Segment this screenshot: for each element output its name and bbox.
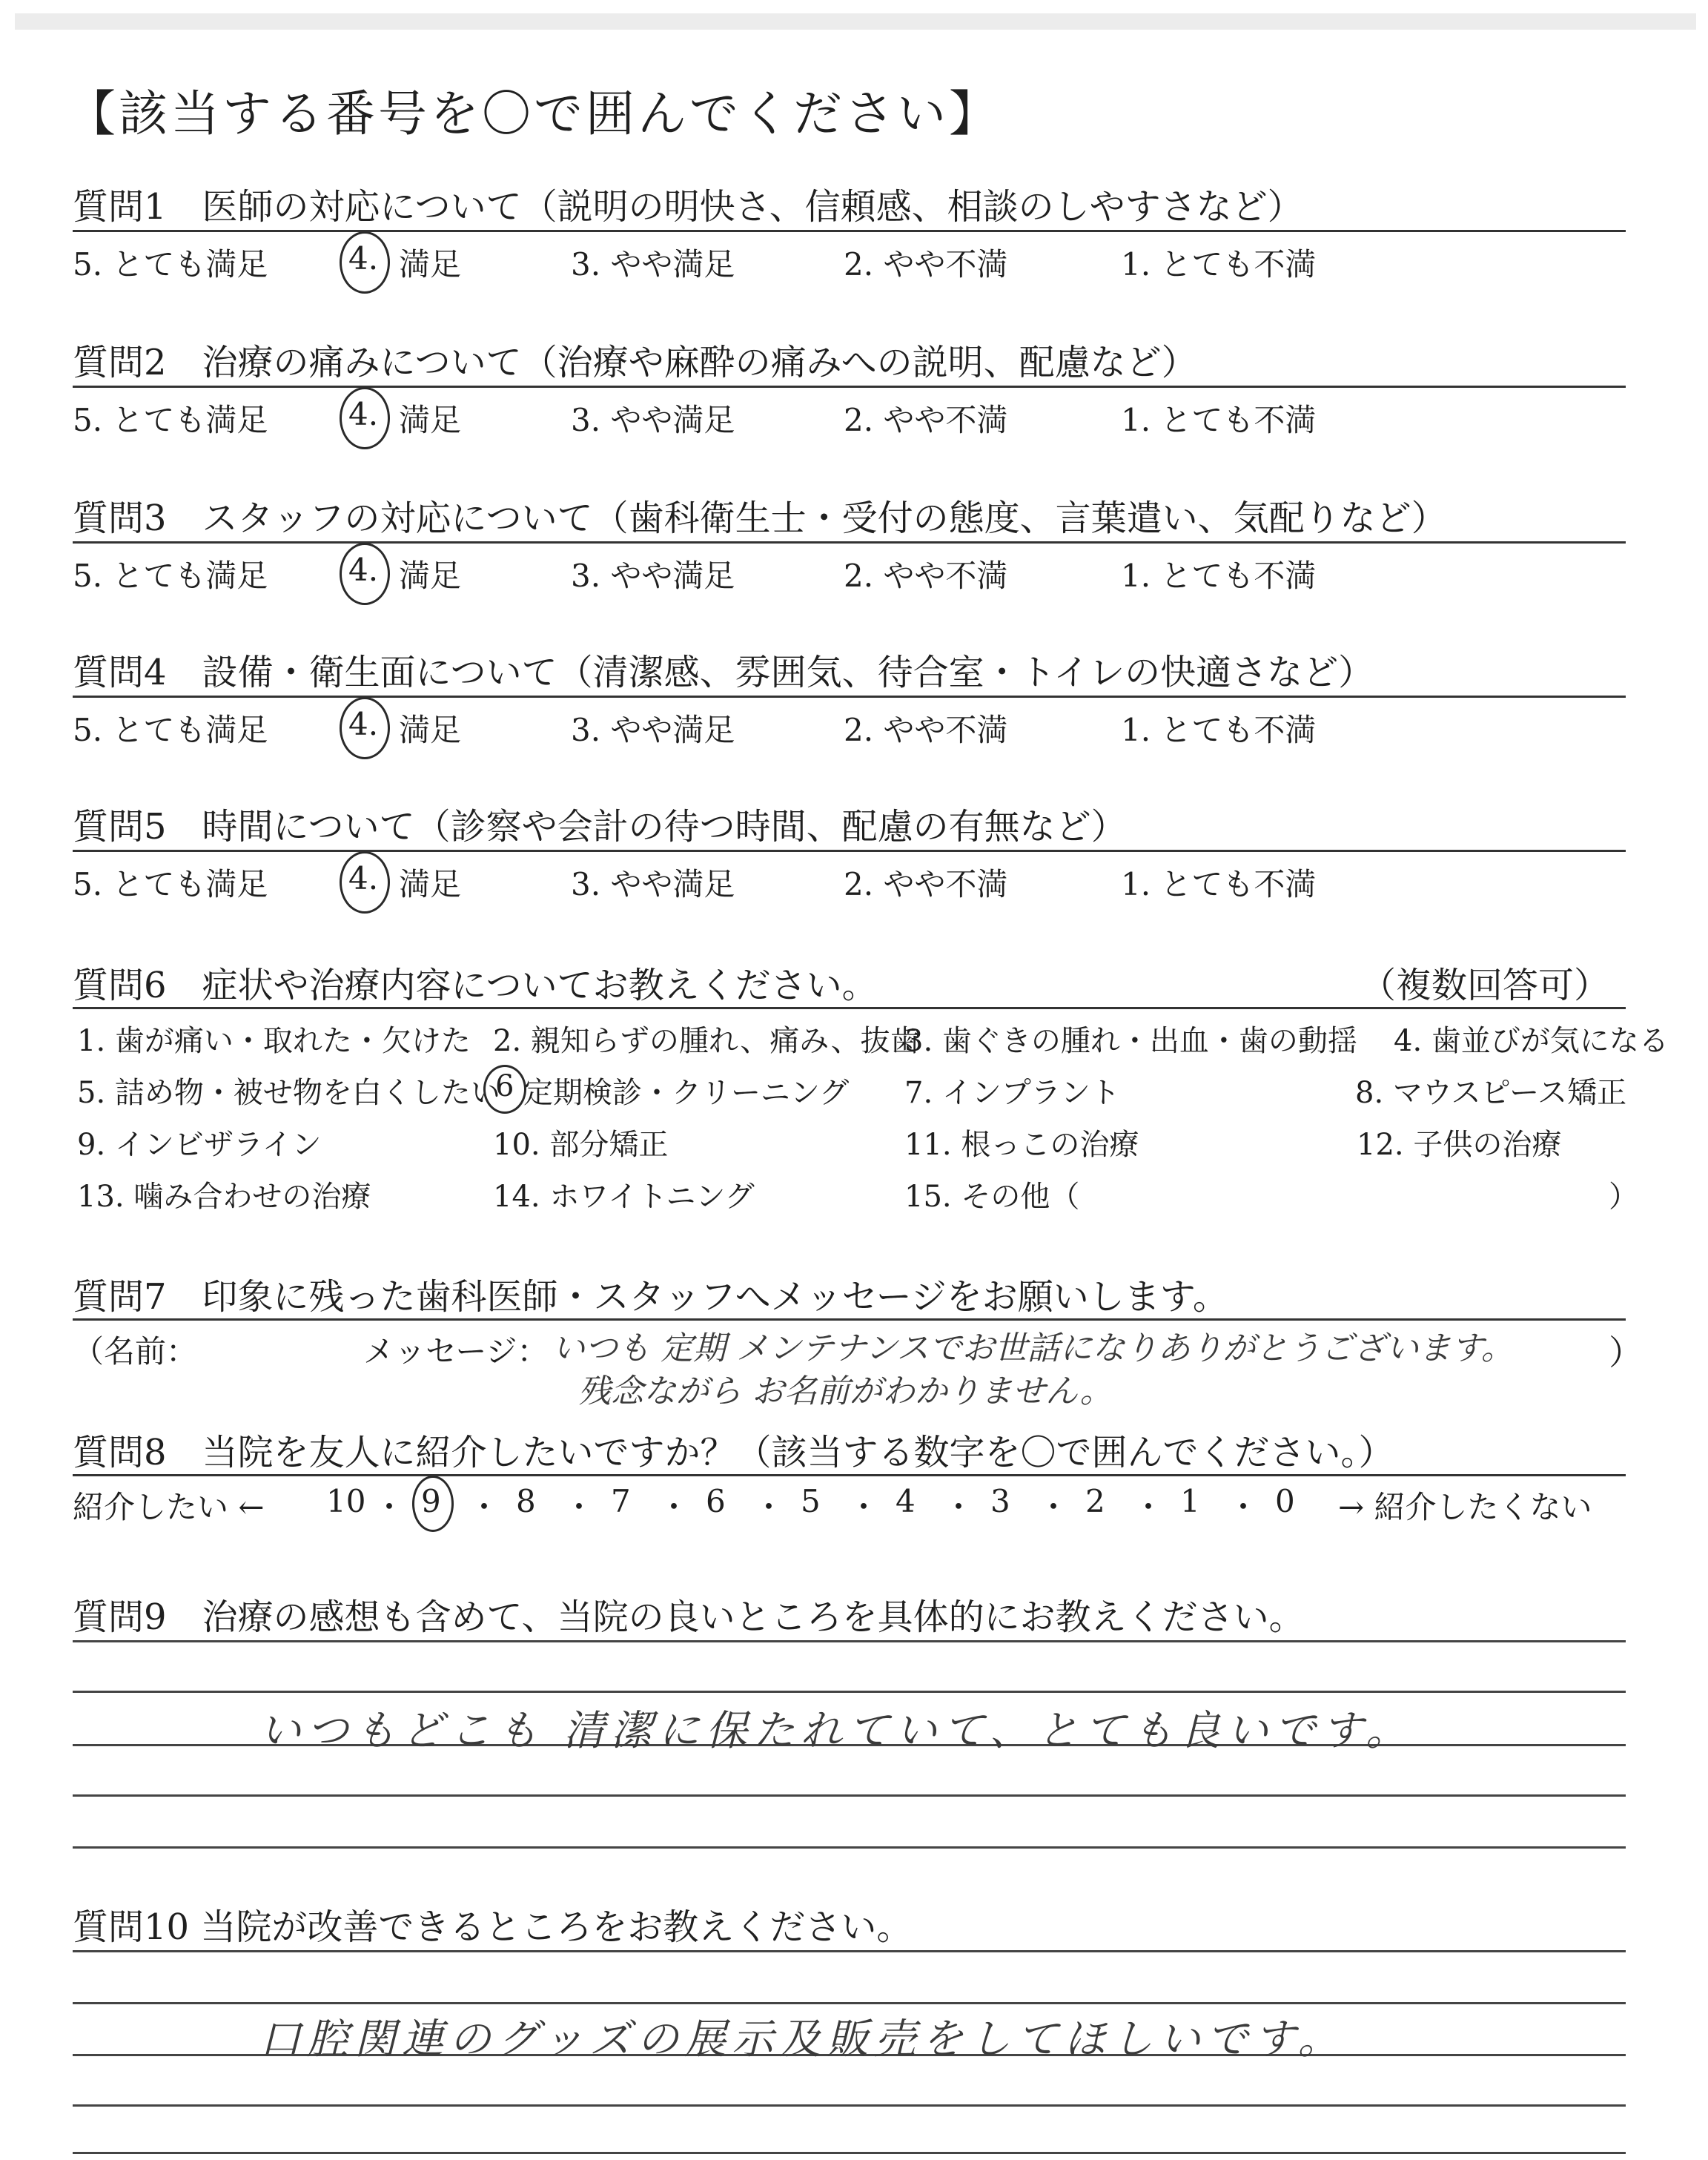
q7-title: 質問7 印象に残った歯科医師・スタッフへメッセージをお願いします。 xyxy=(73,1276,1228,1318)
q1-option[interactable]: 1. とても不満 xyxy=(1121,246,1317,283)
q6-option[interactable]: 12. 子供の治療 xyxy=(1357,1128,1562,1162)
q8-scale-number[interactable]: 6 xyxy=(706,1483,726,1519)
q1-option[interactable]: 2. やや不満 xyxy=(844,246,1008,283)
q8-scale-dot: ・ xyxy=(658,1489,690,1525)
q8-right-label: → 紹介したくない xyxy=(1338,1489,1592,1525)
q1-option[interactable]: 3. やや満足 xyxy=(571,246,735,283)
q9-writing-line xyxy=(73,1640,1626,1642)
q1-title: 質問1 医師の対応について（説明の明快さ、信頼感、相談のしやすさなど） xyxy=(73,186,1303,228)
q6-option[interactable]: 4. 歯並びが気になる xyxy=(1394,1024,1669,1058)
q3-option[interactable]: 4. xyxy=(348,552,379,588)
q10-writing-line xyxy=(73,2002,1626,2004)
q4-option[interactable]: 1. とても不満 xyxy=(1121,712,1317,748)
q1-option[interactable]: 5. とても満足 xyxy=(73,246,268,283)
q8-title: 質問8 当院を友人に紹介したいですか？（該当する数字を〇で囲んでください。） xyxy=(73,1432,1394,1473)
q6-option[interactable]: 8. マウスピース矯正 xyxy=(1355,1076,1627,1110)
q8-scale-dot: ・ xyxy=(848,1489,880,1525)
q7-handwritten-message-line2: 残念ながら お名前がわかりません。 xyxy=(578,1373,1113,1410)
q6-option[interactable]: 14. ホワイトニング xyxy=(493,1180,755,1214)
q1-option[interactable]: 満足 xyxy=(399,246,462,283)
scan-edge-band xyxy=(15,13,1696,30)
q6-option[interactable]: 11. 根っこの治療 xyxy=(904,1128,1139,1162)
q6-option[interactable]: 3. 歯ぐきの腫れ・出血・歯の動揺 xyxy=(904,1024,1357,1058)
q8-scale-dot: ・ xyxy=(469,1489,500,1525)
q4-option[interactable]: 2. やや不満 xyxy=(844,712,1008,748)
q1-rule xyxy=(73,230,1626,232)
q2-option[interactable]: 2. やや不満 xyxy=(844,402,1008,438)
q8-scale-number[interactable]: 5 xyxy=(801,1483,821,1519)
q8-scale-number[interactable]: 10 xyxy=(326,1483,366,1519)
q3-option[interactable]: 満足 xyxy=(399,558,462,594)
q7-handwritten-message-line1: いつも 定期 メンテナンスでお世話になりありがとうございます。 xyxy=(552,1330,1514,1367)
q8-scale-number[interactable]: 9 xyxy=(421,1483,441,1519)
q6-title: 質問6 症状や治療内容についてお教えください。 xyxy=(73,965,878,1006)
q3-option[interactable]: 3. やや満足 xyxy=(571,558,735,594)
q1-selected-circle xyxy=(340,231,390,294)
q4-rule xyxy=(73,696,1626,698)
q8-left-label: 紹介したい ← xyxy=(73,1489,265,1525)
q8-scale-number[interactable]: 8 xyxy=(516,1483,536,1519)
q8-scale-number[interactable]: 7 xyxy=(611,1483,631,1519)
q4-option[interactable]: 3. やや満足 xyxy=(571,712,735,748)
q9-handwritten-answer: いつもどこも 清潔に保たれていて、とても良いです。 xyxy=(259,1707,1414,1755)
q6-option[interactable]: 1. 歯が痛い・取れた・欠けた xyxy=(77,1024,471,1058)
q10-writing-line xyxy=(73,2152,1626,2154)
q5-option[interactable]: 満足 xyxy=(399,866,462,902)
q5-option[interactable]: 2. やや不満 xyxy=(844,866,1008,902)
q8-selected-circle xyxy=(412,1476,454,1532)
q10-handwritten-answer: 口腔関連のグッズの展示及販売をしてほしいです。 xyxy=(259,2015,1345,2064)
q2-selected-circle xyxy=(340,387,390,449)
q6-option[interactable]: 10. 部分矯正 xyxy=(493,1128,669,1162)
q4-option[interactable]: 5. とても満足 xyxy=(73,712,268,748)
q5-title: 質問5 時間について（診察や会計の待つ時間、配慮の有無など） xyxy=(73,806,1127,848)
q9-title: 質問9 治療の感想も含めて、当院の良いところを具体的にお教えください。 xyxy=(73,1596,1305,1638)
q4-option[interactable]: 満足 xyxy=(399,712,462,748)
q6-option[interactable]: 6 xyxy=(495,1069,514,1103)
q8-scale-number[interactable]: 1 xyxy=(1180,1483,1200,1519)
q8-scale-number[interactable]: 2 xyxy=(1085,1483,1105,1519)
q4-option[interactable]: 4. xyxy=(348,706,379,742)
q6-option[interactable]: ） xyxy=(1609,1180,1638,1214)
q10-title: 質問10 当院が改善できるところをお教えください。 xyxy=(73,1906,913,1948)
q3-option[interactable]: 1. とても不満 xyxy=(1121,558,1317,594)
q8-scale-dot: ・ xyxy=(1133,1489,1165,1525)
q7-name-label: （名前： xyxy=(73,1333,198,1370)
q2-rule xyxy=(73,386,1626,388)
form-heading: 【該当する番号を〇で囲んでください】 xyxy=(67,85,1001,142)
q8-rule xyxy=(73,1474,1626,1476)
q2-option[interactable]: 1. とても不満 xyxy=(1121,402,1317,438)
q8-scale-dot: ・ xyxy=(753,1489,785,1525)
q6-option[interactable]: 15. その他（ xyxy=(904,1180,1080,1214)
q10-writing-line xyxy=(73,1950,1626,1952)
q7-message-label: メッセージ： xyxy=(363,1333,549,1370)
q6-option[interactable]: 5. 詰め物・被せ物を白くしたい xyxy=(77,1076,500,1110)
q8-scale-dot: ・ xyxy=(943,1489,975,1525)
q6-option[interactable]: 7. インプラント xyxy=(904,1076,1120,1110)
q6-option[interactable]: 9. インビザライン xyxy=(77,1128,322,1162)
q3-rule xyxy=(73,541,1626,544)
q9-writing-line xyxy=(73,1794,1626,1797)
q8-scale-number[interactable]: 0 xyxy=(1275,1483,1295,1519)
q8-scale-dot: ・ xyxy=(1038,1489,1070,1525)
q6-rule xyxy=(73,1007,1626,1009)
q6-option[interactable]: 2. 親知らずの腫れ、痛み、抜歯 xyxy=(493,1024,920,1058)
q5-option[interactable]: 5. とても満足 xyxy=(73,866,268,902)
q6-option[interactable]: 定期検診・クリーニング xyxy=(523,1076,850,1110)
q2-option[interactable]: 4. xyxy=(348,396,379,432)
q4-title: 質問4 設備・衛生面について（清潔感、雰囲気、待合室・トイレの快適さなど） xyxy=(73,652,1374,693)
q3-selected-circle xyxy=(340,543,390,605)
q2-option[interactable]: 満足 xyxy=(399,402,462,438)
q5-option[interactable]: 4. xyxy=(348,860,379,896)
q9-writing-line xyxy=(73,1846,1626,1849)
q6-selected-circle xyxy=(483,1065,526,1114)
q8-scale-dot: ・ xyxy=(374,1489,406,1525)
q3-title: 質問3 スタッフの対応について（歯科衛生士・受付の態度、言葉遣い、気配りなど） xyxy=(73,498,1447,539)
q8-scale-number[interactable]: 3 xyxy=(990,1483,1010,1519)
q5-option[interactable]: 1. とても不満 xyxy=(1121,866,1317,902)
q7-close-paren: ） xyxy=(1609,1332,1643,1373)
q8-scale-number[interactable]: 4 xyxy=(896,1483,916,1519)
q5-rule xyxy=(73,850,1626,852)
q2-title: 質問2 治療の痛みについて（治療や麻酔の痛みへの説明、配慮など） xyxy=(73,342,1197,383)
q8-scale-dot: ・ xyxy=(563,1489,595,1525)
q6-option[interactable]: 13. 噛み合わせの治療 xyxy=(77,1180,371,1214)
q5-option[interactable]: 3. やや満足 xyxy=(571,866,735,902)
q8-scale-dot: ・ xyxy=(1228,1489,1260,1525)
q7-rule xyxy=(73,1318,1626,1321)
q6-multiple-note: （複数回答可） xyxy=(1360,965,1610,1006)
q4-selected-circle xyxy=(340,697,390,759)
q3-option[interactable]: 5. とても満足 xyxy=(73,558,268,594)
q10-writing-line xyxy=(73,2104,1626,2107)
q3-option[interactable]: 2. やや不満 xyxy=(844,558,1008,594)
q9-writing-line xyxy=(73,1691,1626,1693)
q2-option[interactable]: 5. とても満足 xyxy=(73,402,268,438)
q1-option[interactable]: 4. xyxy=(348,240,379,277)
q5-selected-circle xyxy=(340,851,390,914)
q2-option[interactable]: 3. やや満足 xyxy=(571,402,735,438)
